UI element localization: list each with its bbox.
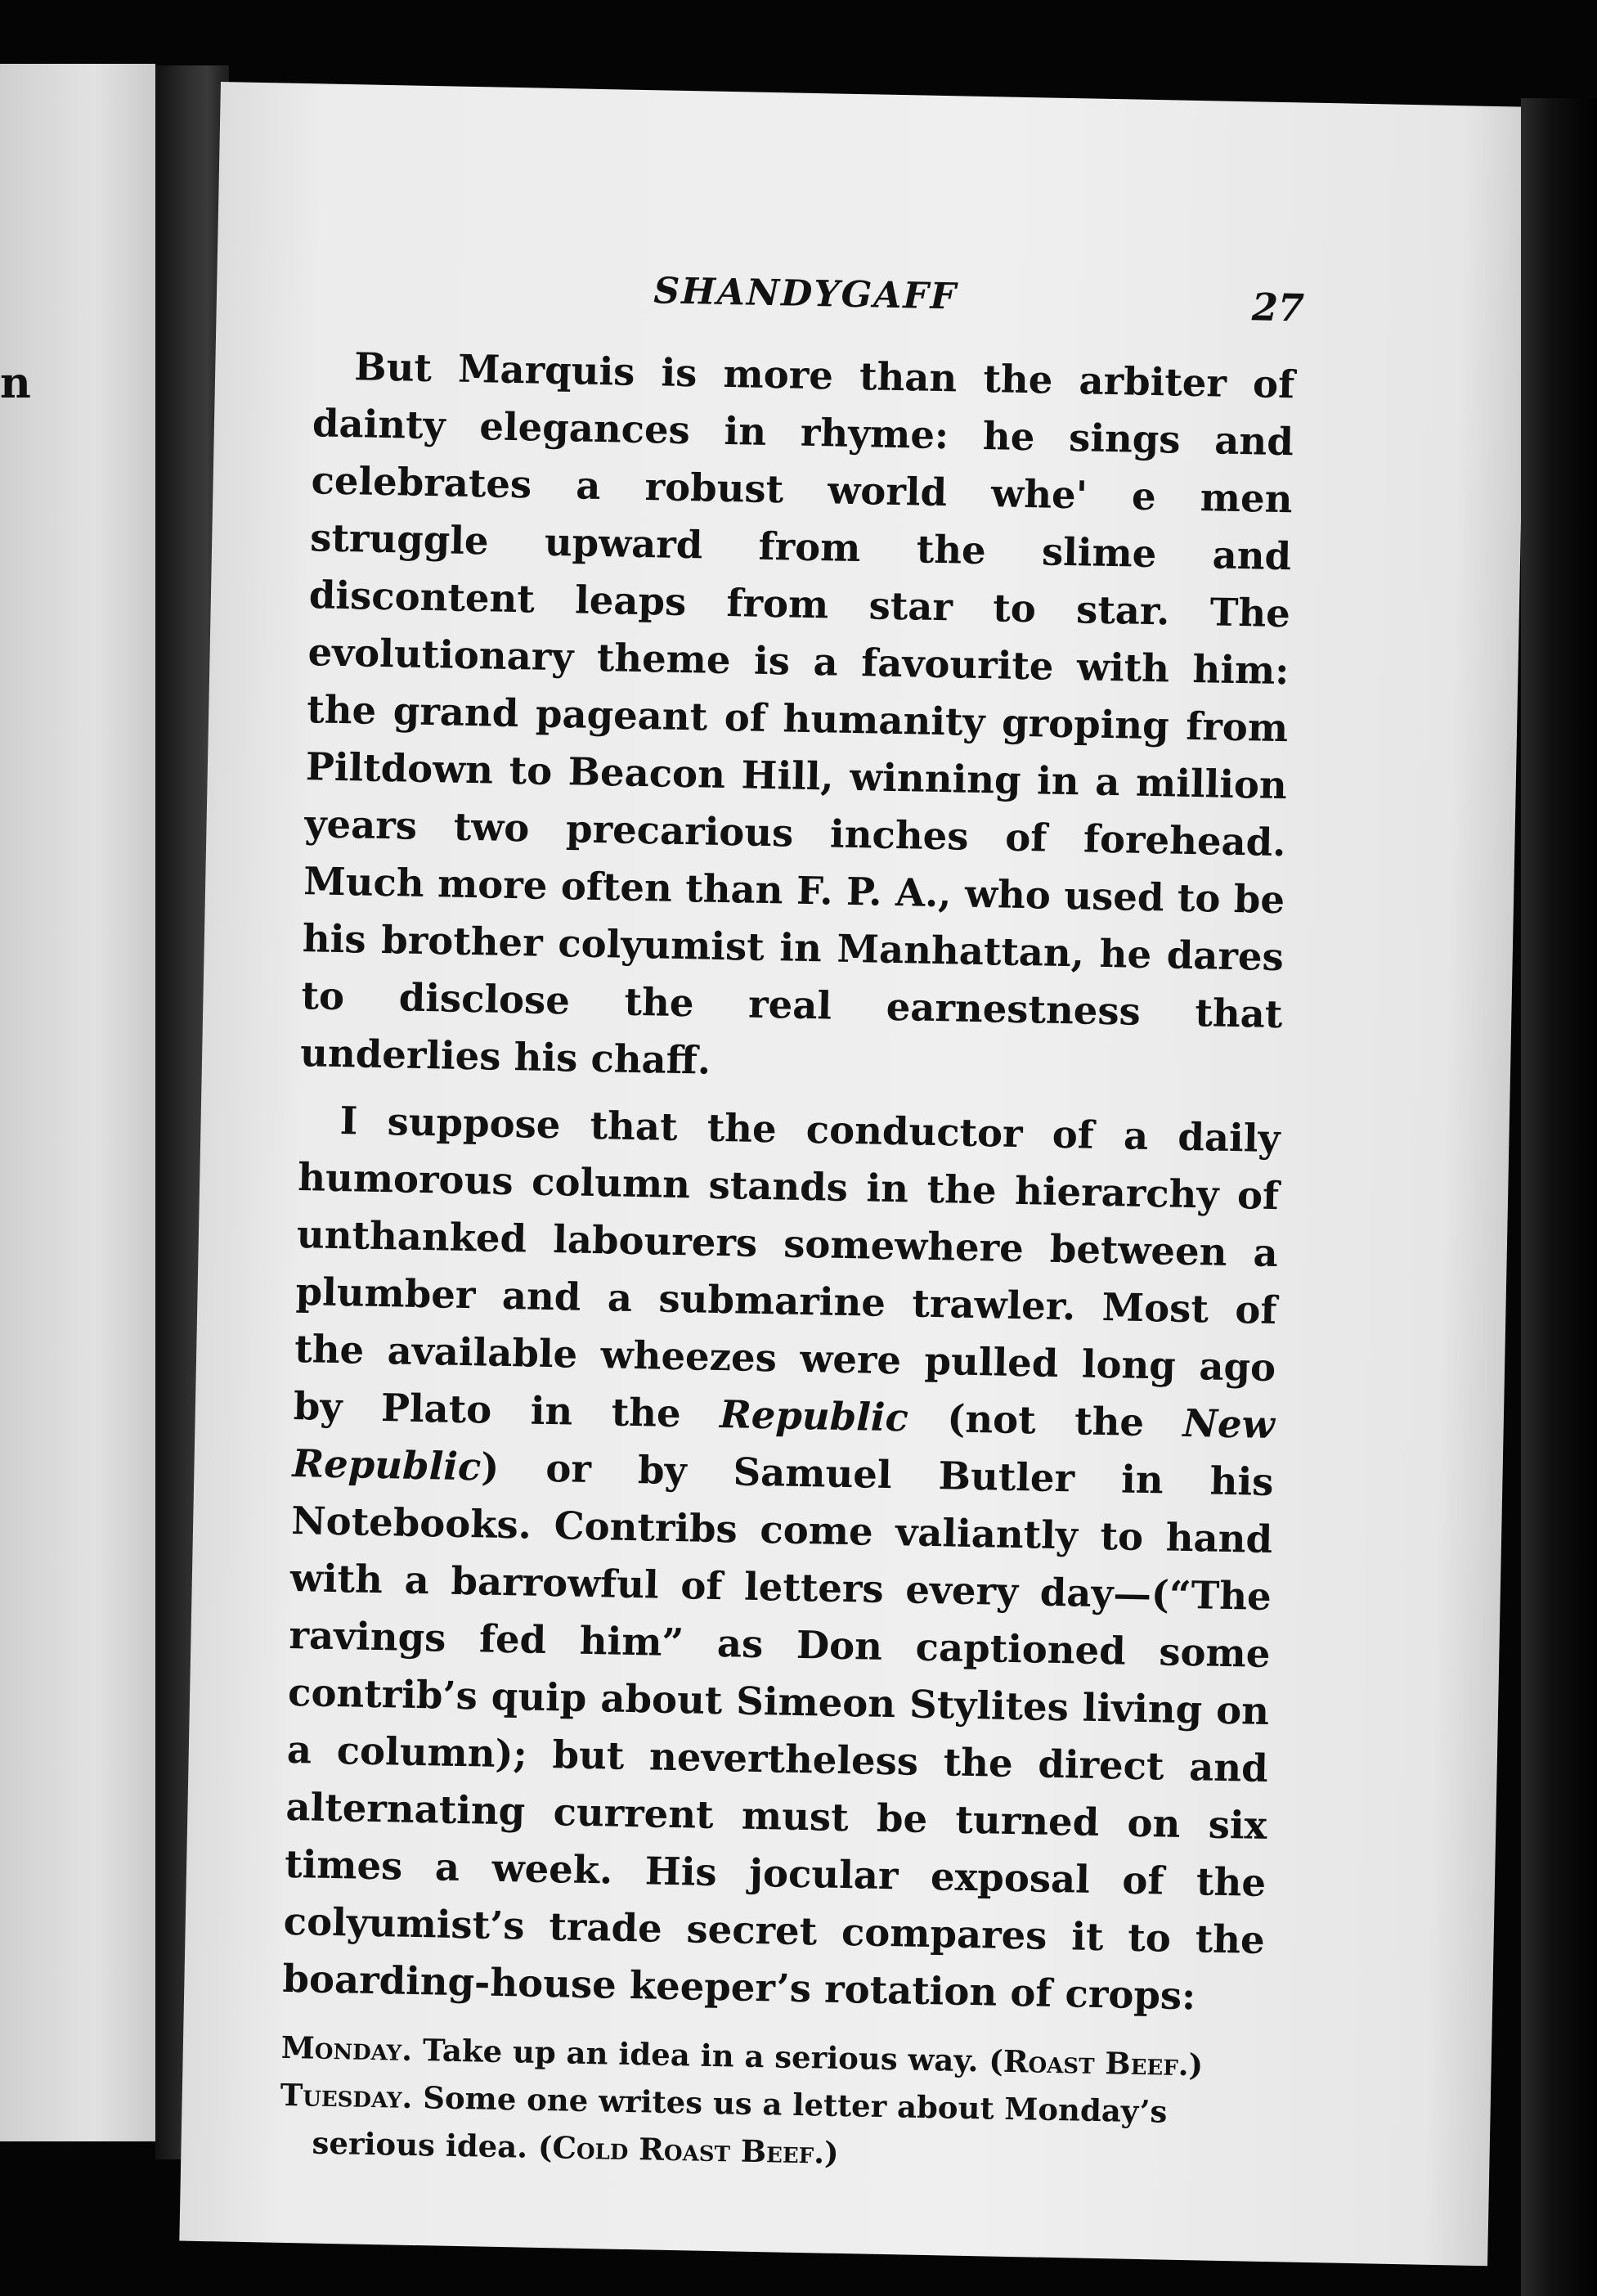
paragraph-colyumist xyxy=(282,1091,1281,2026)
paragraph-text: I suppose that the conductor of a daily humorous column stands in the hierarchy of unthanked labourers somewhere between a plumber and a submarine trawler. Most of the available wheezes were pulled long ago by Plato in the xyxy=(293,1098,1281,1437)
menu-quotation xyxy=(279,2024,1263,2185)
running-title: SHANDYGAFF xyxy=(653,270,958,318)
page-content xyxy=(279,263,1305,2185)
running-head xyxy=(314,263,1305,348)
left-page-edge-text: n xyxy=(0,358,31,408)
paragraph-text: ) or by Samuel Butler in his Notebooks. Contribs come valiantly to hand with a barrowful of letters every day—(“The ravings fed him” as Don captioned some contrib’s quip about Simeon Stylites living on a column); but nevertheless the direct and alternating current must be turned on six times a week. His jocular exposal of the colyumist’s trade secret compares it to the boarding-house keeper’s rotation of crops: xyxy=(281,1444,1274,2019)
paragraph-marquis: But Marquis is more than the arbiter of dainty elegances in rhyme: he sings and celebrates a robust world whe' e men struggle upward from the slime and discontent leaps from star to star. The evolutionary theme is a favourite with him: the grand pageant of humanity groping from Piltdown to Beacon Hill, winning in a million years two precarious inches of forehead. Much more often than F. P. A., who used to be his brother colyumist in Manhattan, he dares to disclose the real earnestness that underlies his chaff. xyxy=(299,344,1295,1083)
paragraph-text: (not the xyxy=(908,1395,1184,1445)
left-page-fragment xyxy=(0,64,155,2141)
quote-text: Take up an idea in a serious way. xyxy=(411,2031,989,2079)
quote-day: Monday. xyxy=(280,2029,413,2068)
italic-title-republic: Republic xyxy=(719,1391,909,1440)
page-number: 27 xyxy=(1251,285,1305,330)
quote-entry-tuesday xyxy=(279,2071,1262,2185)
right-page-edge xyxy=(1521,98,1597,2296)
quote-dish: (Roast Beef.) xyxy=(988,2042,1204,2083)
quote-text: Some one writes us a letter about Monday’s serious idea. xyxy=(312,2078,1168,2165)
italic-title-new-republic: New Republic xyxy=(292,1400,1276,1489)
book-page xyxy=(179,82,1528,2266)
quote-dish: (Cold Roast Beef.) xyxy=(537,2128,840,2171)
quote-day: Tuesday. xyxy=(280,2076,413,2115)
